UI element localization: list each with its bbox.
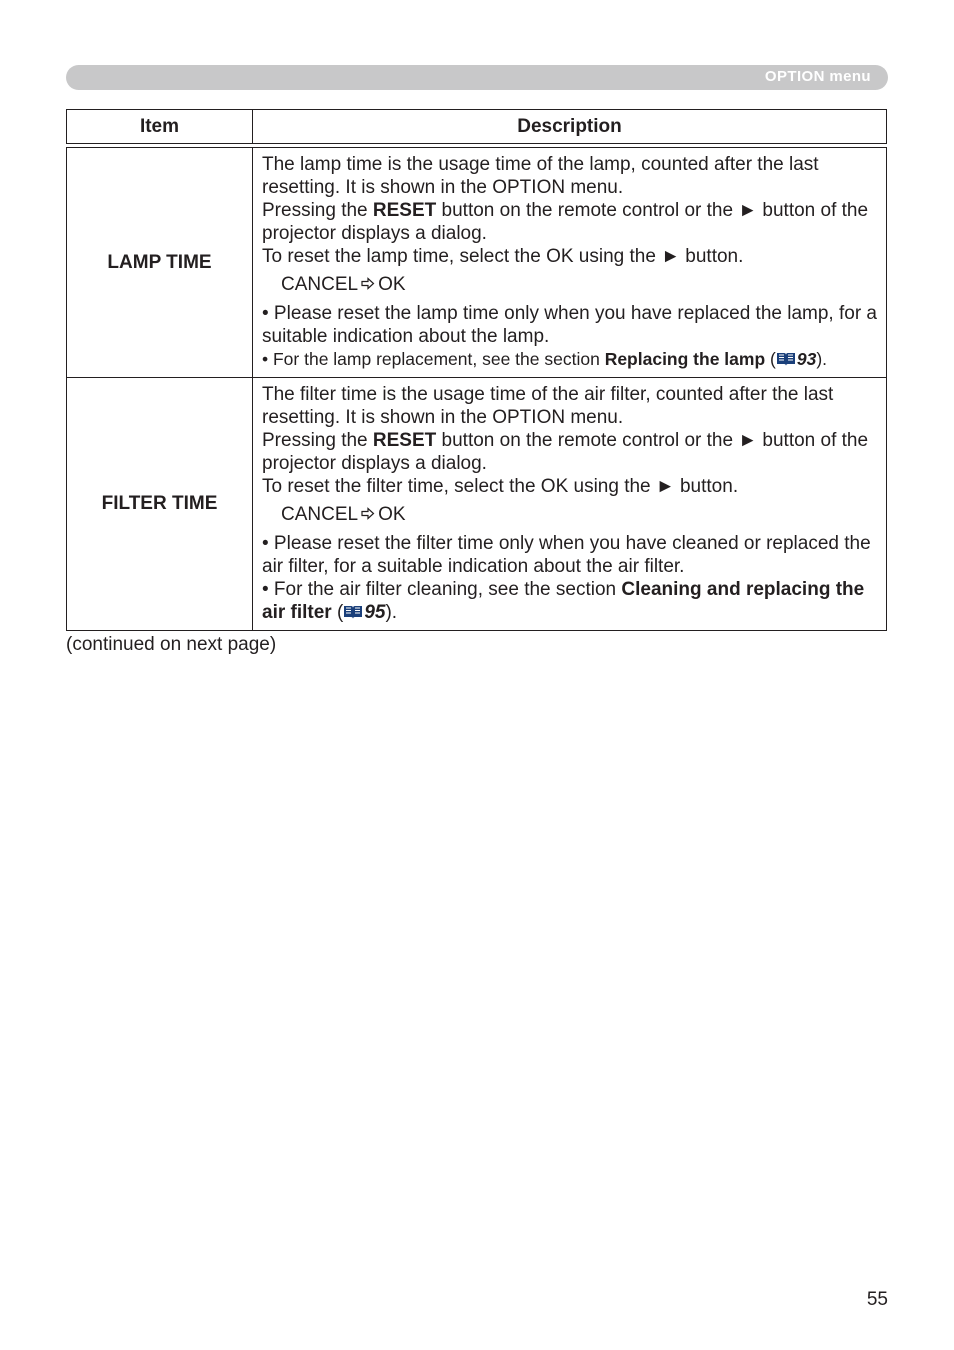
reference-page-number[interactable]: 95 [364,602,386,623]
table-header-row [67,110,887,144]
option-menu-table [66,109,887,631]
table-row-lamp-time [67,148,887,378]
text-run: ( [765,349,776,369]
text-run: ). [816,349,828,369]
description-reference [262,348,878,371]
description-filter-time [253,378,887,631]
column-header-description: Description [253,110,887,144]
reference-page-number[interactable]: 93 [796,349,817,369]
book-reference-icon [776,351,796,367]
text-run: button on the remote control or the ► button of the projector displays a dialog. [262,430,869,474]
description-paragraph [262,199,878,245]
description-reference [262,578,878,624]
section-header-bar [66,65,888,90]
description-paragraph: The lamp time is the usage time of the lamp, counted after the last resetting. It is shown in the OPTION menu. [262,154,819,198]
cancel-ok-sequence [262,503,878,526]
description-paragraph: To reset the lamp time, select the OK using the ► button. [262,246,744,267]
text-run: • For the air filter cleaning, see the section [262,579,622,600]
page-number: 55 [866,1289,888,1310]
cancel-label: CANCEL [281,504,359,525]
description-lamp-time [253,148,887,378]
text-run: Pressing the [262,200,373,221]
reset-button-label: RESET [372,200,437,221]
hollow-arrow-right-icon [361,507,375,520]
description-note: • Please reset the lamp time only when you have replaced the lamp, for a suitable indication about the lamp. [262,303,877,347]
table-row-filter-time [67,378,887,631]
reference-section-title: Replacing the lamp [604,349,766,369]
description-paragraph: To reset the filter time, select the OK using the ► button. [262,476,739,497]
description-paragraph: The filter time is the usage time of the air filter, counted after the last resetting. It is shown in the OPTION menu. [262,384,834,428]
description-paragraph [262,429,878,475]
text-run: button on the remote control or the ► button of the projector displays a dialog. [262,200,869,244]
column-header-item: Item [67,110,253,144]
section-title: OPTION menu [764,68,871,85]
reset-button-label: RESET [372,430,437,451]
item-lamp-time: LAMP TIME [67,148,253,378]
item-filter-time: FILTER TIME [67,378,253,631]
continued-note: (continued on next page) [66,634,277,655]
hollow-arrow-right-icon [361,277,375,290]
description-note: • Please reset the filter time only when you have cleaned or replaced the air filter, for a suitable indication about the air filter. [262,533,871,577]
ok-label: OK [378,504,406,525]
book-reference-icon [343,604,363,620]
cancel-label: CANCEL [281,274,359,295]
ok-label: OK [378,274,406,295]
text-run: • For the lamp replacement, see the section [262,349,605,369]
reference-section-title: Cleaning and replacing the air filter [262,579,865,623]
text-run: ( [331,602,344,623]
text-run: Pressing the [262,430,373,451]
text-run: ). [385,602,398,623]
cancel-ok-sequence [262,273,878,296]
